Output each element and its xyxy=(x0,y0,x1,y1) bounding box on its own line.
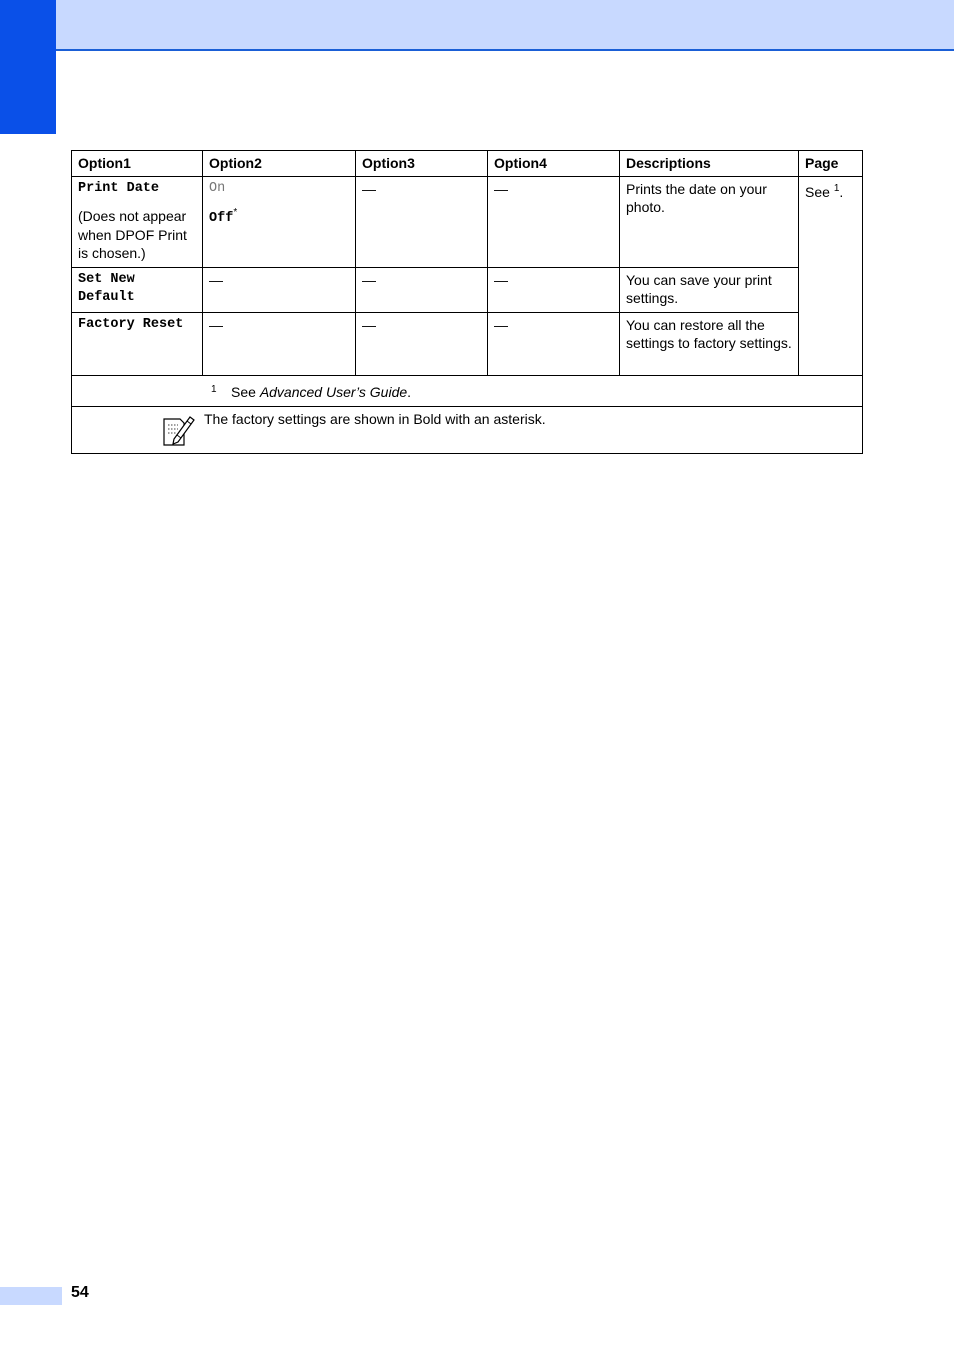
option-print-date: Print Date xyxy=(78,180,160,196)
cell-option4: — xyxy=(488,267,620,312)
value-off: Off xyxy=(209,211,234,226)
cell-option2: — xyxy=(203,267,356,312)
cell-option3: — xyxy=(356,267,488,312)
table-header-row xyxy=(72,151,863,177)
cell-option3: — xyxy=(356,176,488,267)
cell-description: You can restore all the settings to factory settings. xyxy=(620,312,799,375)
option-factory-reset: Factory Reset xyxy=(78,316,184,332)
page-ref-period: . xyxy=(839,183,844,200)
page-ref-text: See xyxy=(805,183,830,200)
cell-option4: — xyxy=(488,176,620,267)
cell-option3: — xyxy=(356,312,488,375)
header-bar xyxy=(0,0,954,51)
cell-page xyxy=(799,176,863,375)
footnote-row xyxy=(72,375,863,407)
col-header-option4: Option4 xyxy=(488,151,620,177)
cell-option1 xyxy=(72,267,203,312)
footnote-cell xyxy=(72,375,863,407)
cell-description: Prints the date on your photo. xyxy=(620,176,799,267)
option-set-new-default: Set New Default xyxy=(78,271,135,305)
col-header-descriptions: Descriptions xyxy=(620,151,799,177)
note-text: The factory settings are shown in Bold with an asterisk. xyxy=(204,411,546,427)
col-header-page: Page xyxy=(799,151,863,177)
table-row xyxy=(72,176,863,267)
cell-option1 xyxy=(72,312,203,375)
cell-option2: — xyxy=(203,312,356,375)
note-pencil-icon xyxy=(160,413,196,447)
note-row xyxy=(72,407,863,454)
table-row xyxy=(72,312,863,375)
value-on: On xyxy=(209,180,226,196)
option-note: (Does not appear when DPOF Print is chosen.) xyxy=(78,208,187,261)
col-header-option2: Option2 xyxy=(203,151,356,177)
footnote-suffix: . xyxy=(407,383,412,400)
cell-option1 xyxy=(72,176,203,267)
settings-table xyxy=(71,150,863,454)
cell-option2 xyxy=(203,176,356,267)
page-number-tab xyxy=(0,1287,62,1305)
cell-option4: — xyxy=(488,312,620,375)
default-asterisk: * xyxy=(233,207,238,218)
footnote-prefix: See xyxy=(231,383,260,400)
table-row xyxy=(72,267,863,312)
col-header-option3: Option3 xyxy=(356,151,488,177)
footnote-guide-title: Advanced User’s Guide xyxy=(259,383,408,400)
footnote-number: 1 xyxy=(211,383,217,395)
chapter-tab xyxy=(0,0,56,134)
note-cell xyxy=(72,407,863,454)
page-ref-footnote: 1 xyxy=(833,182,840,194)
page-number: 54 xyxy=(71,1284,89,1301)
cell-description: You can save your print settings. xyxy=(620,267,799,312)
col-header-option1: Option1 xyxy=(72,151,203,177)
